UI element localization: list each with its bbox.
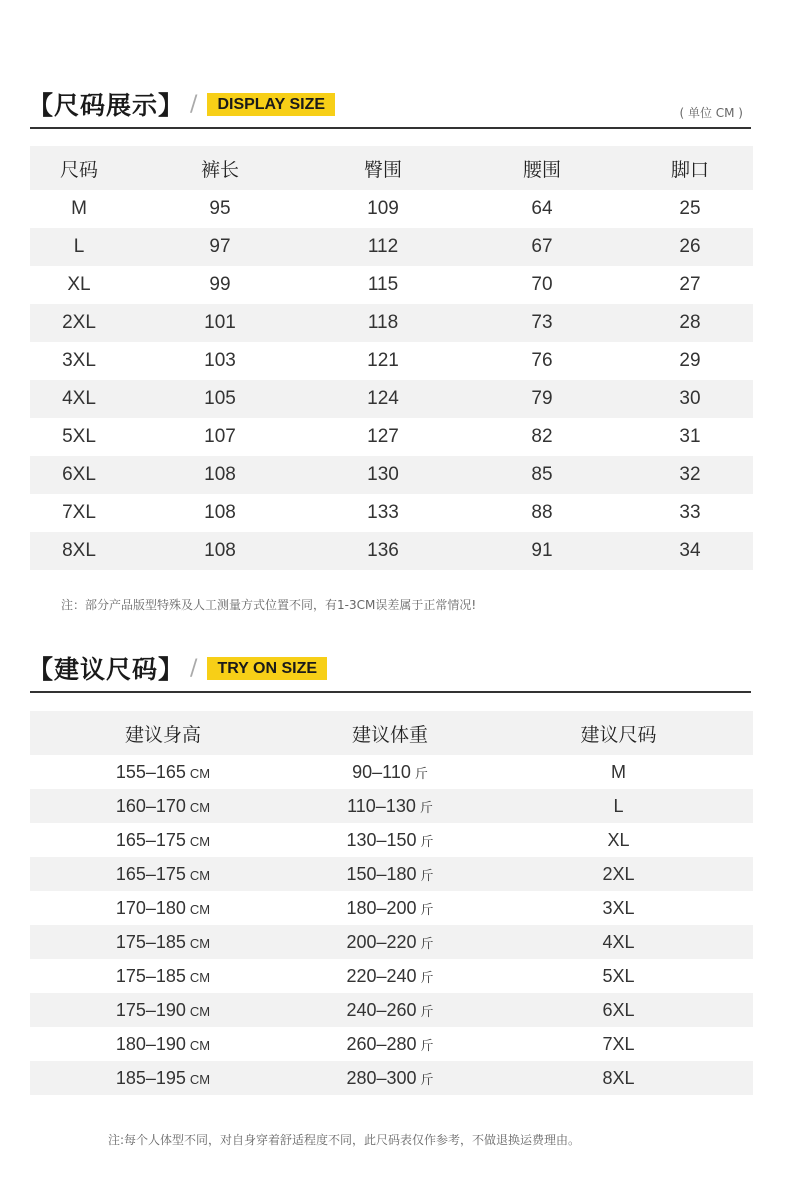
table-row [30, 857, 753, 891]
cell-value: 5XL [602, 965, 635, 986]
table-cell: 91 [531, 540, 553, 561]
weight-unit: 斤 [420, 935, 434, 951]
table-cell: 124 [367, 388, 399, 409]
table-cell: 99 [209, 274, 231, 295]
table-cell: 67 [531, 236, 553, 257]
try-on-size-tag: TRY ON SIZE [207, 657, 327, 680]
cell-value: 175–185 [115, 965, 186, 986]
table-cell [484, 830, 753, 851]
cell-value: 150–180 [346, 863, 417, 884]
table-cell [30, 932, 296, 953]
table-cell: 95 [209, 198, 231, 219]
try-on-size-body [30, 755, 753, 1095]
try-on-size-header-row [30, 711, 753, 755]
table-cell [296, 898, 484, 919]
display-size-note: 注：部分产品版型特殊及人工测量方式位置不同，有1-3CM误差属于正常情况! [61, 598, 477, 612]
table-cell [484, 1000, 753, 1021]
table-cell: 133 [367, 502, 399, 523]
display-size-title: 【尺码展示】 [28, 91, 185, 120]
table-row [30, 190, 753, 228]
table-cell [484, 762, 753, 783]
weight-unit: 斤 [414, 765, 428, 781]
cell-value: XL [607, 829, 630, 850]
table-row [30, 993, 753, 1027]
table-cell: 88 [531, 502, 553, 523]
table-cell: 8XL [62, 540, 96, 561]
weight-unit: 斤 [419, 799, 433, 815]
table-cell [484, 796, 753, 817]
table-cell: 97 [209, 236, 231, 257]
cell-value: 155–165 [115, 761, 186, 782]
cell-value: 4XL [602, 931, 635, 952]
display-size-tag: DISPLAY SIZE [207, 93, 335, 116]
table-cell: 112 [367, 236, 399, 257]
table-cell: 103 [204, 350, 236, 371]
header-cell: 建议尺码 [580, 723, 657, 746]
table-row [30, 418, 753, 456]
cell-value: 8XL [602, 1067, 635, 1088]
cell-value: 2XL [602, 863, 635, 884]
table-cell: 76 [531, 350, 553, 371]
height-unit: CM [189, 765, 211, 781]
display-size-body [30, 190, 753, 570]
table-cell [296, 864, 484, 885]
table-row [30, 789, 753, 823]
try-on-size-title: 【建议尺码】 [28, 655, 185, 684]
table-cell: 7XL [62, 502, 96, 523]
cell-value: 6XL [602, 999, 635, 1020]
try-on-size-heading [28, 648, 327, 688]
table-cell [296, 1034, 484, 1055]
table-cell: 29 [679, 350, 701, 371]
table-row [30, 532, 753, 570]
height-unit: CM [189, 1003, 211, 1019]
try-on-size-divider [30, 691, 751, 693]
header-cell: 建议身高 [124, 723, 201, 746]
display-size-divider [30, 127, 751, 129]
table-row [30, 456, 753, 494]
cell-value: 7XL [602, 1033, 635, 1054]
table-cell: 130 [367, 464, 399, 485]
table-cell [484, 864, 753, 885]
table-row [30, 266, 753, 304]
table-cell: 3XL [62, 350, 96, 371]
table-cell: 121 [367, 350, 399, 371]
table-cell: 115 [367, 274, 399, 295]
cell-value: 220–240 [346, 965, 417, 986]
cell-value: 260–280 [346, 1033, 417, 1054]
table-cell: 136 [367, 540, 399, 561]
table-cell: 2XL [62, 312, 96, 333]
heading-slash: / [190, 655, 198, 681]
display-size-header-row [30, 146, 753, 190]
table-cell: 101 [204, 312, 236, 333]
table-row [30, 1061, 753, 1095]
cell-value: 175–190 [115, 999, 186, 1020]
table-cell: 82 [531, 426, 553, 447]
cell-value: 110–130 [347, 795, 416, 816]
weight-unit: 斤 [420, 969, 434, 985]
table-cell [484, 1068, 753, 1089]
table-row [30, 891, 753, 925]
table-cell [30, 864, 296, 885]
heading-slash: / [190, 91, 198, 117]
table-cell [30, 966, 296, 987]
table-row [30, 925, 753, 959]
table-cell: L [73, 236, 85, 257]
table-cell [296, 762, 484, 783]
table-cell: 5XL [62, 426, 96, 447]
table-row [30, 1027, 753, 1061]
cell-value: 280–300 [346, 1067, 417, 1088]
weight-unit: 斤 [420, 901, 434, 917]
table-cell: 33 [679, 502, 701, 523]
header-cell: 臀围 [363, 158, 402, 181]
table-cell: 31 [679, 426, 701, 447]
table-cell [296, 1000, 484, 1021]
table-cell: 4XL [62, 388, 96, 409]
table-cell: 105 [204, 388, 236, 409]
cell-value: M [611, 761, 626, 782]
header-cell: 尺码 [59, 158, 98, 181]
table-cell [484, 898, 753, 919]
display-size-heading [28, 84, 335, 124]
table-cell: 26 [679, 236, 701, 257]
table-cell [30, 830, 296, 851]
table-cell: 108 [204, 502, 236, 523]
table-cell: 28 [679, 312, 701, 333]
unit-note: ( 单位 CM ) [679, 106, 743, 120]
table-row [30, 342, 753, 380]
height-unit: CM [189, 833, 211, 849]
table-row [30, 494, 753, 532]
table-cell: XL [67, 274, 91, 295]
cell-value: 175–185 [115, 931, 186, 952]
table-cell [30, 1034, 296, 1055]
cell-value: 165–175 [115, 863, 186, 884]
table-cell: 127 [367, 426, 399, 447]
header-cell: 腰围 [522, 158, 561, 181]
table-row [30, 228, 753, 266]
table-cell: 108 [204, 540, 236, 561]
table-cell [30, 762, 296, 783]
table-cell [30, 898, 296, 919]
cell-value: 240–260 [346, 999, 417, 1020]
table-cell [484, 1034, 753, 1055]
header-cell: 裤长 [200, 158, 239, 181]
cell-value: 130–150 [346, 829, 417, 850]
cell-value: 165–175 [115, 829, 186, 850]
table-cell: 118 [367, 312, 399, 333]
table-cell [30, 1068, 296, 1089]
header-cell: 脚口 [670, 158, 709, 181]
table-cell: 64 [531, 198, 553, 219]
table-cell [484, 966, 753, 987]
cell-value: 3XL [602, 897, 635, 918]
header-cell: 建议体重 [351, 723, 428, 746]
table-cell: 107 [204, 426, 236, 447]
table-cell [296, 830, 484, 851]
height-unit: CM [189, 799, 211, 815]
weight-unit: 斤 [420, 1003, 434, 1019]
table-cell: 79 [531, 388, 553, 409]
cell-value: 90–110 [352, 761, 411, 782]
table-cell [296, 966, 484, 987]
cell-value: 160–170 [115, 795, 186, 816]
table-row [30, 755, 753, 789]
table-cell: 73 [531, 312, 553, 333]
cell-value: 180–190 [115, 1033, 186, 1054]
table-cell: M [71, 198, 87, 219]
table-row [30, 823, 753, 857]
weight-unit: 斤 [420, 833, 434, 849]
table-cell: 70 [531, 274, 553, 295]
table-cell: 25 [679, 198, 701, 219]
table-cell [296, 932, 484, 953]
table-cell: 32 [679, 464, 701, 485]
table-cell: 27 [679, 274, 701, 295]
table-cell: 109 [367, 198, 399, 219]
table-row [30, 380, 753, 418]
table-cell: 6XL [62, 464, 96, 485]
table-row [30, 304, 753, 342]
cell-value: 200–220 [346, 931, 417, 952]
height-unit: CM [189, 1071, 211, 1087]
weight-unit: 斤 [420, 1071, 434, 1087]
display-size-table [30, 146, 753, 570]
cell-value: 180–200 [346, 897, 417, 918]
table-cell: 30 [679, 388, 701, 409]
weight-unit: 斤 [420, 867, 434, 883]
cell-value: L [613, 795, 624, 816]
table-row [30, 959, 753, 993]
table-cell: 34 [679, 540, 701, 561]
table-cell [484, 932, 753, 953]
table-cell [30, 796, 296, 817]
cell-value: 170–180 [115, 897, 186, 918]
height-unit: CM [189, 969, 211, 985]
try-on-size-table [30, 711, 753, 1095]
height-unit: CM [189, 901, 211, 917]
try-on-size-note: 注:每个人体型不同，对自身穿着舒适程度不同，此尺码表仅作参考，不做退换运费理由。 [108, 1133, 581, 1147]
cell-value: 185–195 [115, 1067, 186, 1088]
weight-unit: 斤 [420, 1037, 434, 1053]
table-cell [296, 796, 484, 817]
height-unit: CM [189, 867, 211, 883]
height-unit: CM [189, 935, 211, 951]
table-cell [296, 1068, 484, 1089]
table-cell: 108 [204, 464, 236, 485]
height-unit: CM [189, 1037, 211, 1053]
table-cell [30, 1000, 296, 1021]
table-cell: 85 [531, 464, 553, 485]
